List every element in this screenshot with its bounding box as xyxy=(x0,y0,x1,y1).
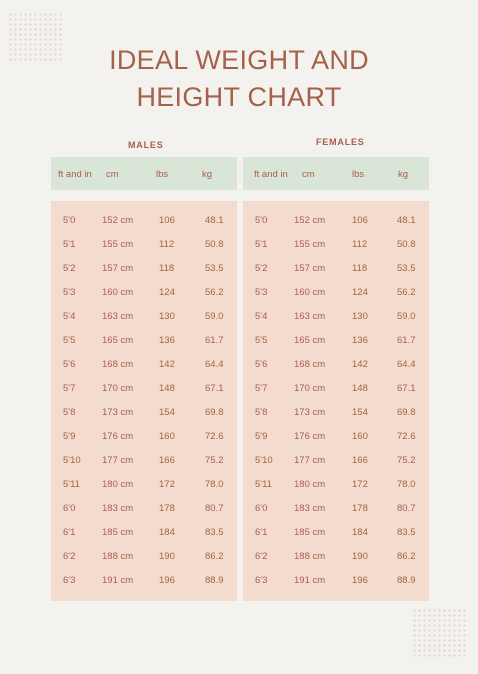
title-line-2: HEIGHT CHART xyxy=(136,82,342,112)
table-row xyxy=(243,431,429,455)
table-row xyxy=(243,359,429,383)
table-row xyxy=(243,479,429,503)
cell-lbs: 184 xyxy=(159,527,175,538)
cell-ft-in: 5'3 xyxy=(63,287,76,298)
cell-cm: 176 cm xyxy=(102,431,134,442)
cell-cm: 177 cm xyxy=(294,455,326,466)
cell-ft-in: 5'1 xyxy=(63,239,76,250)
table-row xyxy=(51,263,237,287)
cell-kg: 59.0 xyxy=(205,311,224,322)
table-row xyxy=(51,503,237,527)
table-row xyxy=(243,407,429,431)
cell-cm: 165 cm xyxy=(102,335,134,346)
cell-kg: 67.1 xyxy=(205,383,224,394)
cell-kg: 78.0 xyxy=(397,479,416,490)
cell-cm: 152 cm xyxy=(294,215,326,226)
cell-cm: 155 cm xyxy=(294,239,326,250)
cell-ft-in: 5'3 xyxy=(255,287,268,298)
cell-ft-in: 5'8 xyxy=(63,407,76,418)
cell-lbs: 130 xyxy=(352,311,368,322)
cell-ft-in: 5'2 xyxy=(255,263,268,274)
cell-cm: 180 cm xyxy=(294,479,326,490)
cell-ft-in: 5'10 xyxy=(255,455,273,466)
cell-kg: 64.4 xyxy=(397,359,416,370)
cell-ft-in: 5'9 xyxy=(63,431,76,442)
cell-kg: 48.1 xyxy=(205,215,224,226)
males-label: MALES xyxy=(128,140,164,150)
cell-lbs: 196 xyxy=(352,575,368,586)
cell-ft-in: 5'11 xyxy=(63,479,80,490)
cell-ft-in: 5'6 xyxy=(63,359,76,370)
cell-kg: 53.5 xyxy=(397,263,416,274)
cell-kg: 69.8 xyxy=(397,407,416,418)
cell-cm: 160 cm xyxy=(294,287,326,298)
cell-lbs: 160 xyxy=(352,431,368,442)
cell-kg: 72.6 xyxy=(397,431,416,442)
cell-kg: 80.7 xyxy=(397,503,416,514)
cell-lbs: 166 xyxy=(352,455,368,466)
table-row xyxy=(51,287,237,311)
header-lbs: lbs xyxy=(352,169,365,180)
cell-kg: 78.0 xyxy=(205,479,224,490)
cell-lbs: 130 xyxy=(159,311,175,322)
cell-kg: 75.2 xyxy=(205,455,224,466)
cell-kg: 86.2 xyxy=(397,551,416,562)
cell-ft-in: 5'7 xyxy=(63,383,76,394)
table-row xyxy=(51,479,237,503)
cell-cm: 168 cm xyxy=(294,359,326,370)
cell-lbs: 106 xyxy=(159,215,175,226)
table-row xyxy=(51,551,237,575)
cell-lbs: 136 xyxy=(159,335,175,346)
cell-cm: 177 cm xyxy=(102,455,134,466)
cell-ft-in: 6'3 xyxy=(255,575,268,586)
cell-lbs: 118 xyxy=(159,263,175,274)
cell-lbs: 172 xyxy=(159,479,175,490)
cell-ft-in: 6'2 xyxy=(63,551,76,562)
table-row xyxy=(243,335,429,359)
cell-cm: 180 cm xyxy=(102,479,134,490)
header-kg: kg xyxy=(202,169,213,180)
cell-kg: 64.4 xyxy=(205,359,224,370)
cell-ft-in: 5'9 xyxy=(255,431,268,442)
cell-lbs: 124 xyxy=(159,287,175,298)
cell-kg: 80.7 xyxy=(205,503,224,514)
cell-lbs: 190 xyxy=(159,551,175,562)
cell-cm: 173 cm xyxy=(294,407,326,418)
cell-ft-in: 6'0 xyxy=(63,503,76,514)
table-row xyxy=(243,383,429,407)
table-row xyxy=(51,239,237,263)
table-row xyxy=(51,455,237,479)
cell-cm: 183 cm xyxy=(102,503,134,514)
cell-ft-in: 5'5 xyxy=(63,335,76,346)
table-row xyxy=(243,551,429,575)
cell-lbs: 118 xyxy=(352,263,368,274)
females-table-body xyxy=(243,201,429,601)
cell-cm: 163 cm xyxy=(102,311,134,322)
table-row xyxy=(51,407,237,431)
cell-ft-in: 5'0 xyxy=(255,215,268,226)
females-table-header xyxy=(243,157,429,190)
cell-kg: 72.6 xyxy=(205,431,224,442)
males-table-header xyxy=(51,157,237,190)
cell-kg: 83.5 xyxy=(205,527,224,538)
title-line-1: IDEAL WEIGHT AND xyxy=(109,45,369,75)
table-row xyxy=(51,335,237,359)
cell-ft-in: 5'4 xyxy=(63,311,76,322)
cell-ft-in: 5'1 xyxy=(255,239,268,250)
cell-kg: 75.2 xyxy=(397,455,416,466)
cell-cm: 173 cm xyxy=(102,407,134,418)
cell-ft-in: 6'2 xyxy=(255,551,268,562)
cell-lbs: 124 xyxy=(352,287,368,298)
cell-cm: 157 cm xyxy=(294,263,326,274)
cell-ft-in: 5'0 xyxy=(63,215,76,226)
table-row xyxy=(243,503,429,527)
cell-lbs: 172 xyxy=(352,479,368,490)
cell-kg: 61.7 xyxy=(205,335,224,346)
cell-kg: 83.5 xyxy=(397,527,416,538)
table-row xyxy=(243,455,429,479)
cell-cm: 165 cm xyxy=(294,335,326,346)
cell-cm: 191 cm xyxy=(102,575,134,586)
header-ft-in: ft and in xyxy=(58,169,92,180)
cell-kg: 56.2 xyxy=(397,287,416,298)
cell-ft-in: 5'6 xyxy=(255,359,268,370)
table-row xyxy=(51,383,237,407)
cell-cm: 183 cm xyxy=(294,503,326,514)
table-row xyxy=(243,215,429,239)
cell-ft-in: 6'1 xyxy=(255,527,268,538)
cell-lbs: 196 xyxy=(159,575,175,586)
cell-ft-in: 5'5 xyxy=(255,335,268,346)
cell-kg: 88.9 xyxy=(205,575,224,586)
cell-kg: 48.1 xyxy=(397,215,416,226)
cell-cm: 168 cm xyxy=(102,359,134,370)
table-row xyxy=(243,311,429,335)
cell-lbs: 148 xyxy=(159,383,175,394)
cell-kg: 53.5 xyxy=(205,263,224,274)
cell-lbs: 142 xyxy=(352,359,368,370)
cell-lbs: 142 xyxy=(159,359,175,370)
cell-ft-in: 6'0 xyxy=(255,503,268,514)
cell-lbs: 136 xyxy=(352,335,368,346)
page-title xyxy=(0,42,478,116)
decorative-dot-grid xyxy=(412,608,468,658)
females-label: FEMALES xyxy=(316,137,365,147)
cell-kg: 88.9 xyxy=(397,575,416,586)
cell-ft-in: 6'1 xyxy=(63,527,76,538)
cell-lbs: 154 xyxy=(352,407,368,418)
cell-ft-in: 5'2 xyxy=(63,263,76,274)
header-ft-in: ft and in xyxy=(254,169,288,180)
cell-ft-in: 5'4 xyxy=(255,311,268,322)
cell-kg: 59.0 xyxy=(397,311,416,322)
cell-lbs: 112 xyxy=(352,239,368,250)
cell-lbs: 178 xyxy=(352,503,368,514)
header-cm: cm xyxy=(106,169,119,180)
cell-cm: 160 cm xyxy=(102,287,134,298)
cell-ft-in: 5'7 xyxy=(255,383,268,394)
cell-cm: 157 cm xyxy=(102,263,134,274)
table-row xyxy=(243,575,429,599)
cell-cm: 170 cm xyxy=(294,383,326,394)
cell-kg: 69.8 xyxy=(205,407,224,418)
table-row xyxy=(51,527,237,551)
males-table-body xyxy=(51,201,237,601)
table-row xyxy=(243,527,429,551)
cell-ft-in: 5'8 xyxy=(255,407,268,418)
cell-lbs: 154 xyxy=(159,407,175,418)
header-kg: kg xyxy=(398,169,409,180)
table-row xyxy=(51,359,237,383)
cell-cm: 185 cm xyxy=(294,527,326,538)
cell-cm: 188 cm xyxy=(294,551,326,562)
table-row xyxy=(243,239,429,263)
cell-ft-in: 6'3 xyxy=(63,575,76,586)
cell-kg: 86.2 xyxy=(205,551,224,562)
table-row xyxy=(51,575,237,599)
cell-lbs: 178 xyxy=(159,503,175,514)
table-row xyxy=(51,215,237,239)
cell-lbs: 166 xyxy=(159,455,175,466)
cell-lbs: 160 xyxy=(159,431,175,442)
table-row xyxy=(51,431,237,455)
cell-cm: 185 cm xyxy=(102,527,134,538)
cell-kg: 67.1 xyxy=(397,383,416,394)
cell-lbs: 106 xyxy=(352,215,368,226)
cell-cm: 188 cm xyxy=(102,551,134,562)
table-row xyxy=(243,263,429,287)
cell-lbs: 190 xyxy=(352,551,368,562)
cell-cm: 163 cm xyxy=(294,311,326,322)
cell-cm: 152 cm xyxy=(102,215,134,226)
cell-lbs: 184 xyxy=(352,527,368,538)
cell-kg: 56.2 xyxy=(205,287,224,298)
cell-kg: 50.8 xyxy=(205,239,224,250)
header-cm: cm xyxy=(302,169,315,180)
cell-cm: 176 cm xyxy=(294,431,326,442)
table-row xyxy=(243,287,429,311)
cell-ft-in: 5'11 xyxy=(255,479,272,490)
cell-cm: 155 cm xyxy=(102,239,134,250)
cell-ft-in: 5'10 xyxy=(63,455,81,466)
cell-cm: 191 cm xyxy=(294,575,326,586)
table-row xyxy=(51,311,237,335)
cell-lbs: 148 xyxy=(352,383,368,394)
cell-kg: 50.8 xyxy=(397,239,416,250)
cell-lbs: 112 xyxy=(159,239,175,250)
cell-cm: 170 cm xyxy=(102,383,134,394)
header-lbs: lbs xyxy=(156,169,169,180)
cell-kg: 61.7 xyxy=(397,335,416,346)
